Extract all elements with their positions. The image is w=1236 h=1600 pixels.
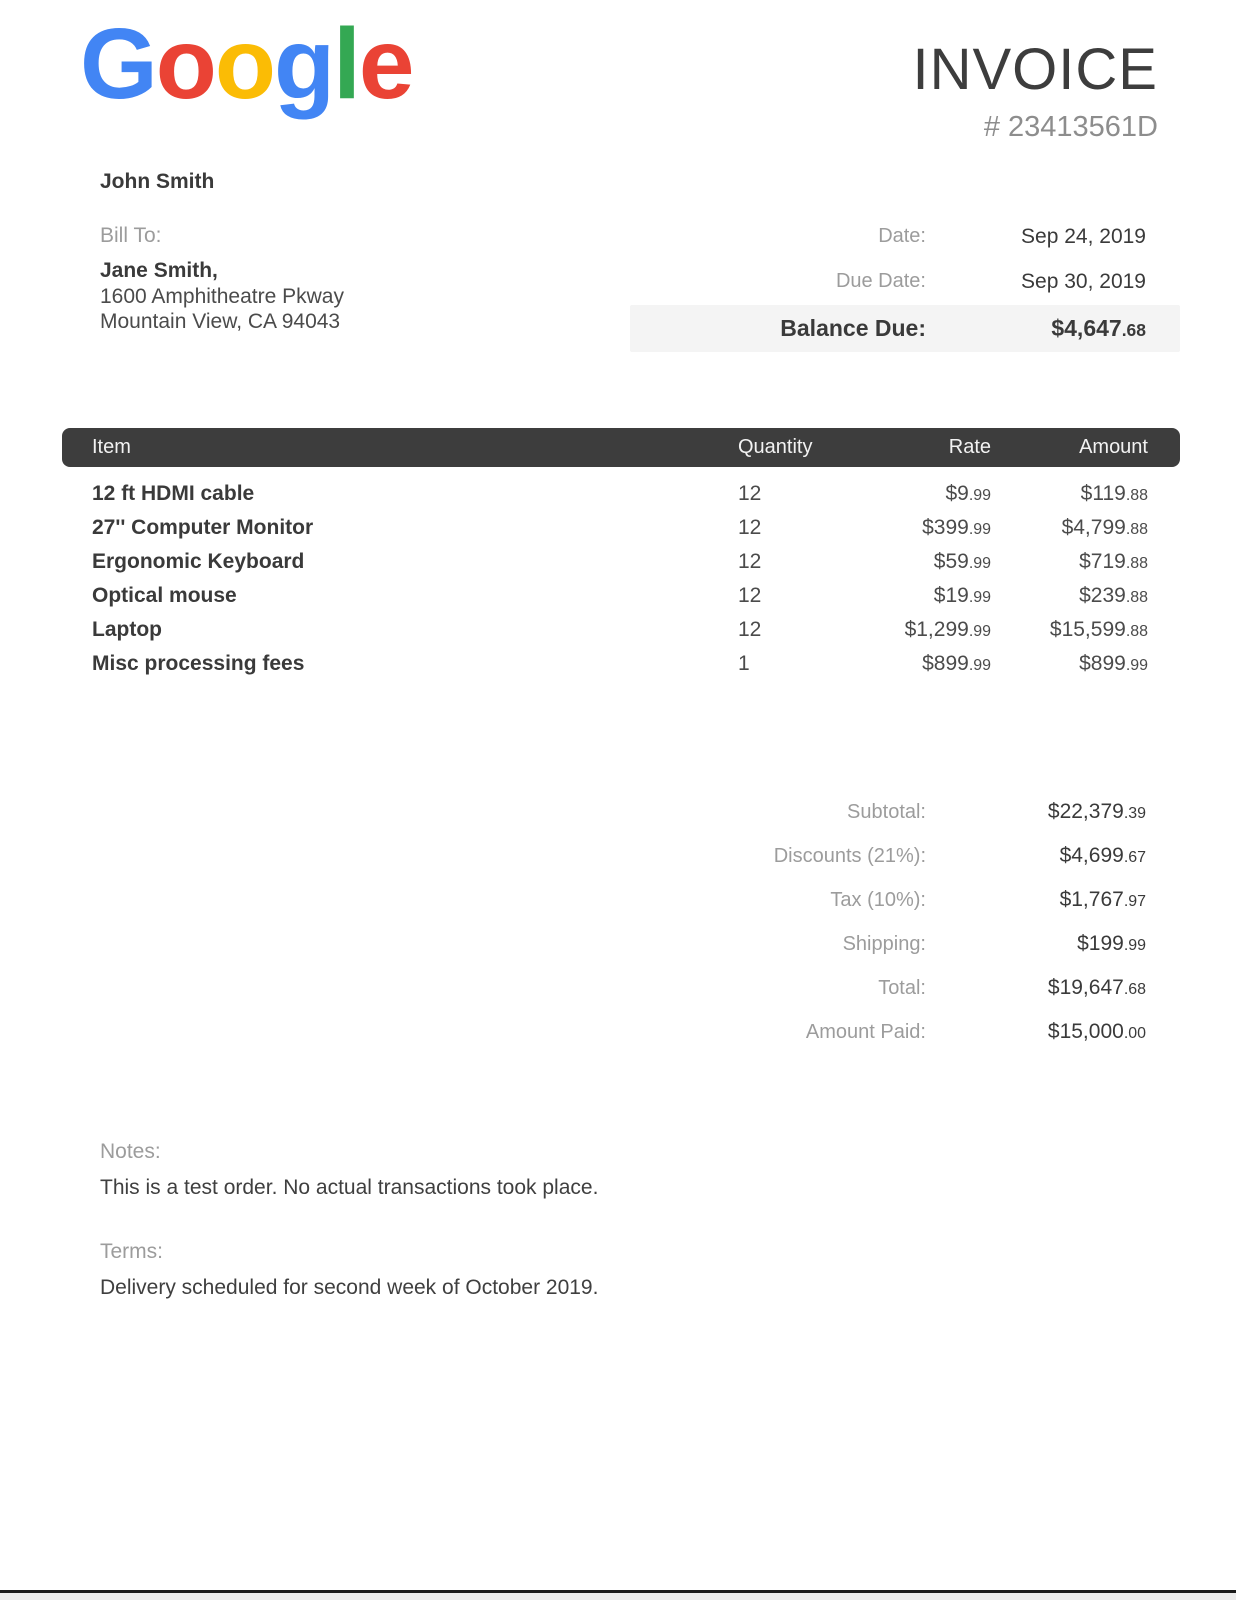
sender-name: John Smith — [100, 170, 215, 193]
terms-section — [100, 1240, 598, 1300]
header-rate: Rate — [948, 436, 991, 458]
table-row — [62, 579, 1180, 613]
total-value: $4,699.67 — [1059, 844, 1146, 867]
item-name: Ergonomic Keyboard — [92, 550, 305, 573]
items-table-header — [62, 428, 1180, 467]
item-name: Laptop — [92, 618, 162, 641]
item-quantity: 12 — [738, 516, 762, 539]
logo-letter: l — [333, 8, 359, 120]
balance-due-row — [630, 305, 1180, 352]
item-quantity: 12 — [738, 618, 762, 641]
item-quantity: 12 — [738, 482, 762, 505]
table-row — [62, 545, 1180, 579]
item-amount: $119.88 — [1080, 482, 1148, 505]
header-quantity: Quantity — [738, 436, 813, 458]
due-date-row — [630, 259, 1180, 304]
item-quantity: 1 — [738, 652, 750, 675]
item-rate: $59.99 — [933, 550, 991, 573]
items-table — [62, 428, 1180, 681]
notes-section — [100, 1140, 598, 1200]
item-amount: $239.88 — [1079, 584, 1148, 607]
total-value: $19,647.68 — [1047, 976, 1146, 999]
items-table-body — [62, 477, 1180, 681]
item-amount: $899.99 — [1079, 652, 1148, 675]
total-label: Subtotal: — [847, 800, 926, 823]
totals-section — [630, 790, 1180, 1054]
table-row — [62, 511, 1180, 545]
logo-letter: o — [214, 8, 274, 120]
balance-due-label: Balance Due: — [780, 315, 926, 341]
invoice-header — [912, 37, 1159, 144]
item-quantity: 12 — [738, 584, 762, 607]
table-row — [62, 647, 1180, 681]
company-logo — [80, 8, 413, 120]
total-row-shipping — [630, 922, 1180, 966]
logo-letter: G — [80, 8, 156, 120]
total-row-total — [630, 966, 1180, 1010]
total-value: $15,000.00 — [1047, 1020, 1146, 1043]
notes-label: Notes: — [100, 1140, 161, 1163]
bill-to-block — [100, 224, 344, 334]
item-rate: $399.99 — [922, 516, 991, 539]
item-amount: $4,799.88 — [1061, 516, 1148, 539]
page-edge-shadow — [0, 1593, 1236, 1600]
terms-label: Terms: — [100, 1240, 163, 1263]
balance-due-value: $4,647.68 — [1051, 315, 1146, 341]
total-row-amount-paid — [630, 1010, 1180, 1054]
total-label: Total: — [878, 976, 926, 999]
bill-to-label: Bill To: — [100, 224, 162, 247]
bill-to-name: Jane Smith, — [100, 259, 218, 282]
item-name: Optical mouse — [92, 584, 237, 607]
logo-letter: e — [358, 8, 413, 120]
item-rate: $19.99 — [933, 584, 991, 607]
item-rate: $1,299.99 — [904, 618, 991, 641]
total-row-discounts — [630, 834, 1180, 878]
item-name: Misc processing fees — [92, 652, 305, 675]
header-item: Item — [92, 436, 131, 458]
bill-to-address-line2: Mountain View, CA 94043 — [100, 310, 341, 333]
total-label: Tax (10%): — [830, 888, 926, 911]
terms-text: Delivery scheduled for second week of October 2019. — [100, 1276, 599, 1299]
date-row — [630, 214, 1180, 259]
item-name: 12 ft HDMI cable — [92, 482, 255, 505]
item-name: 27'' Computer Monitor — [92, 516, 314, 539]
item-rate: $9.99 — [945, 482, 991, 505]
header-amount: Amount — [1079, 436, 1148, 458]
table-row — [62, 613, 1180, 647]
notes-text: This is a test order. No actual transactions took place. — [100, 1176, 599, 1199]
due-date-label: Due Date: — [835, 270, 926, 292]
total-row-tax — [630, 878, 1180, 922]
due-date-value: Sep 30, 2019 — [1021, 269, 1146, 293]
total-label: Shipping: — [842, 932, 926, 955]
bill-to-address-line1: 1600 Amphitheatre Pkway — [100, 285, 344, 308]
date-value: Sep 24, 2019 — [1021, 224, 1146, 248]
item-quantity: 12 — [738, 550, 762, 573]
logo-letter: g — [273, 8, 334, 120]
table-row — [62, 477, 1180, 511]
total-value: $22,379.39 — [1047, 800, 1146, 823]
logo-letter: o — [155, 8, 215, 120]
item-amount: $15,599.88 — [1049, 618, 1148, 641]
total-row-subtotal — [630, 790, 1180, 834]
invoice-title: INVOICE — [912, 37, 1158, 102]
item-amount: $719.88 — [1079, 550, 1148, 573]
total-value: $1,767.97 — [1059, 888, 1146, 911]
total-label: Discounts (21%): — [773, 844, 926, 867]
total-label: Amount Paid: — [805, 1020, 926, 1043]
total-value: $199.99 — [1077, 932, 1146, 955]
date-label: Date: — [878, 225, 926, 247]
invoice-number: # 23413561D — [983, 110, 1158, 143]
invoice-summary — [630, 214, 1180, 352]
item-rate: $899.99 — [922, 652, 991, 675]
